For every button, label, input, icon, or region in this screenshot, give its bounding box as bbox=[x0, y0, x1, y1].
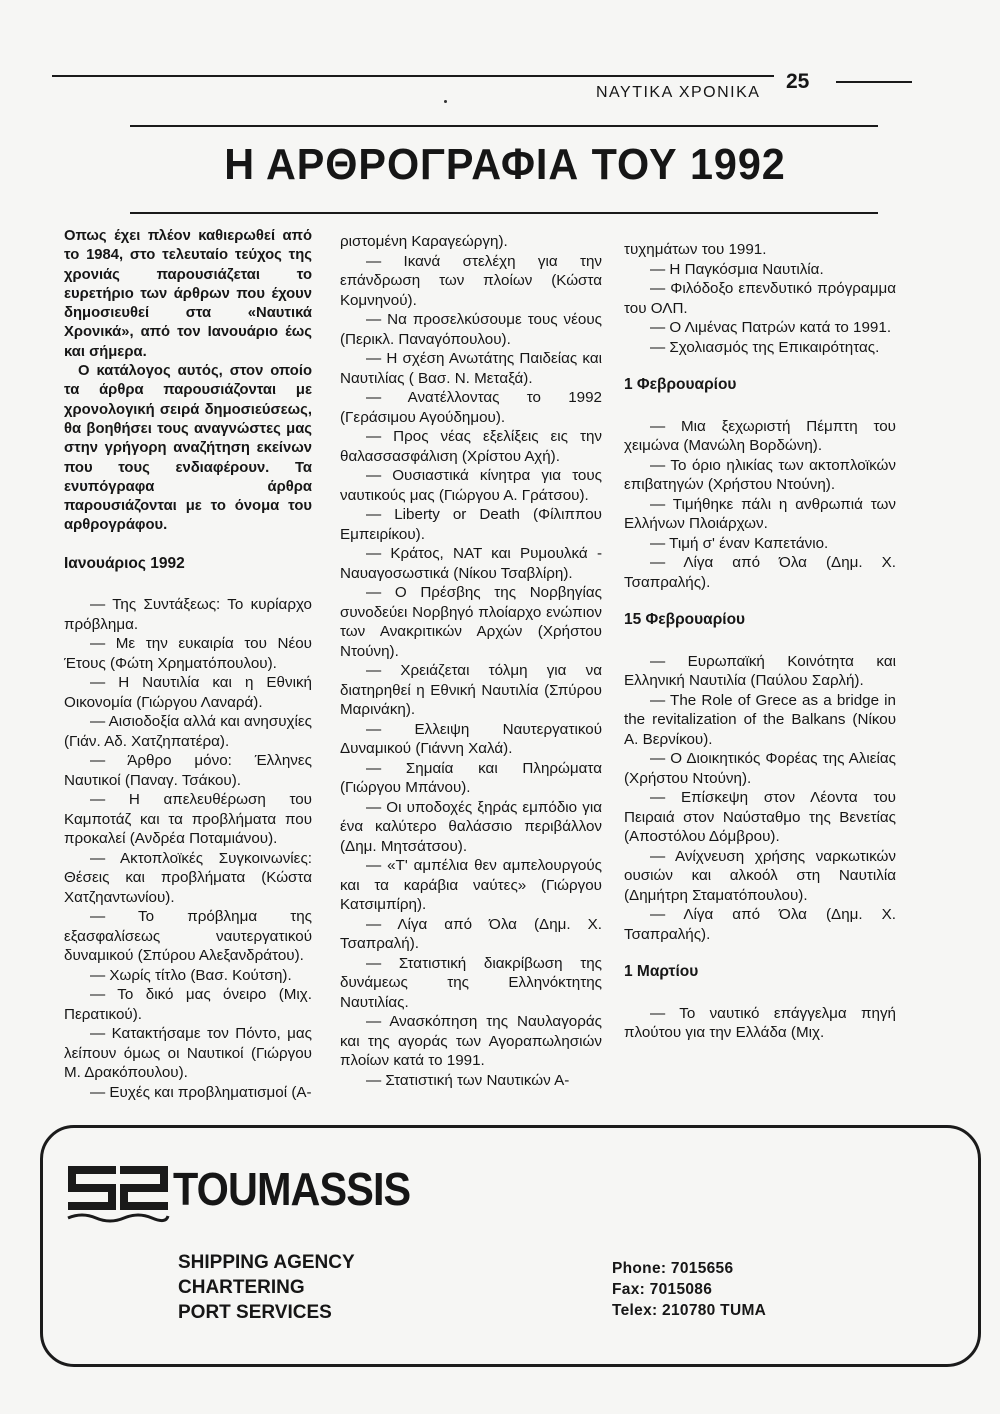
article-entry: — Στατιστική των Ναυτικών Α- bbox=[366, 1071, 570, 1089]
article-entry: — Ακτοπλοϊκές Συγκοινωνίες: Θέσεις και προβλήματα (Κώστα Χατζηαντωνίου). bbox=[64, 849, 312, 906]
article-entry-continued: τυχημάτων του 1991. bbox=[624, 241, 767, 258]
article-entry: — Σημαία και Πληρώματα (Γιώργου Μπάνου). bbox=[340, 759, 602, 796]
article-entry: — Ικανά στελέχη για την επάνδρωση των πλοίων (Κώστα Κομνηνού). bbox=[340, 252, 602, 309]
issue-date-heading: 1 Μαρτίου bbox=[624, 963, 699, 980]
header-rule-right bbox=[836, 81, 912, 83]
article-entry: — Η σχέση Ανωτάτης Παιδείας και Ναυτιλίας ( Βασ. Ν. Μεταξά). bbox=[340, 350, 602, 387]
intro-paragraph: Οπως έχει πλέον καθιερωθεί από το 1984, στο τελευταίο τεύχος της χρονιάς παρουσιάζεται το ευρετήριο των άρθρων που έχουν δημοσιευθεί στα «Ναυτικά Χρονικά», από τον Ιανουάριο έως και σήμερα. bbox=[64, 228, 312, 360]
article-entry: — Λίγα από Όλα (Δημ. Χ. Τσαπραλής). bbox=[624, 554, 896, 591]
article-entry: — Ουσιαστικά κίνητρα για τους ναυτικούς μας (Γιώργου Α. Γράτσου). bbox=[340, 467, 602, 504]
contact-telex: Telex: 210780 TUMA bbox=[612, 1302, 767, 1319]
contact-fax: Fax: 7015086 bbox=[612, 1281, 713, 1298]
article-entry: — Φιλόδοξο επενδυτικό πρόγραμμα του ΟΛΠ. bbox=[624, 280, 896, 317]
article-entry: — Ανίχνευση χρήσης ναρκωτικών ουσιών και αλκοόλ στη Ναυτιλία (Δημήτρη Σταματόπουλου). bbox=[624, 847, 896, 904]
speck bbox=[444, 100, 447, 103]
article-entry: — Προς νέας εξελίξεις εις την θαλασσασφάλιση (Χρίστου Αχή). bbox=[340, 428, 602, 465]
article-entry: — Ευχές και προβληματισμοί (Α- bbox=[90, 1083, 312, 1101]
article-entry: — Της Συντάξεως: Το κυρίαρχο πρόβλημα. bbox=[64, 596, 312, 633]
article-entry: — Ανασκόπηση της Ναυλαγοράς και της αγοράς των Αγοραπωλησιών πλοίων κατά το 1991. bbox=[340, 1013, 602, 1069]
intro-text bbox=[64, 227, 312, 536]
article-entry: — Το πρόβλημα της εξασφαλίσεως ναυτεργατικού δυναμικού (Σπύρου Αλεξανδράτου). bbox=[64, 908, 312, 965]
intro-paragraph: Ο κατάλογος αυτός, στον οποίο τα άρθρα παρουσιάζονται με χρονολογική σειρά δημοσιεύσεως, θα βοηθήσει τους αναγνώστες μας στην γρήγορη αναζήτηση εκείνων που τους ενδιαφέρουν. Τα ενυπόγραφα άρθρα παρουσιάζονται με το όνομα του αρθρογράφου. bbox=[64, 363, 312, 534]
article-entry: — Το ναυτικό επάγγελμα πηγή πλούτου για την Ελλάδα (Μιχ. bbox=[624, 1004, 896, 1041]
article-entry: — Κράτος, ΝΑΤ και Ρυμουλκά - Ναυαγοσωστικά (Νίκου Τσαβλίρη). bbox=[340, 545, 602, 582]
article-entry: — Ελλειψη Ναυτεργατικού Δυναμικού (Γιάννη Χαλά). bbox=[340, 720, 602, 757]
article-entry: — Χωρίς τίτλο (Βασ. Κούτση). bbox=[90, 966, 292, 984]
article-entry-continued: ριστομένη Καραγεώργη). bbox=[340, 233, 508, 250]
article-title: Η ΑΡΘΡΟΓΡΑΦΙΑ ΤΟΥ 1992 bbox=[224, 140, 786, 189]
issue-date-heading: 1 Φεβρουαρίου bbox=[624, 376, 737, 393]
issue-date-heading: Ιανουάριος 1992 bbox=[64, 554, 185, 572]
contact-list bbox=[612, 1258, 766, 1321]
issue-date-heading: 15 Φεβρουαρίου bbox=[624, 611, 746, 628]
article-entry: — Μια ξεχωριστή Πέμπτη του χειμώνα (Μανώλη Βορδώνη). bbox=[624, 417, 896, 454]
article-entry: — The Role of Grece as a bridge in the revitalization of the Balkans (Νίκου Α. Βερνίκου). bbox=[624, 691, 896, 748]
article-entry: — Η απελευθέρωση του Καμποτάζ και τα προβλήματα που προκαλεί (Ανδρέα Ποταμιάνου). bbox=[64, 791, 312, 848]
article-entry: — Ανατέλλοντας το 1992 (Γεράσιμου Αγούδημου). bbox=[340, 389, 602, 426]
article-entry: — Με την ευκαιρία του Νέου Έτους (Φώτη Χρηματόπουλου). bbox=[64, 635, 312, 672]
toumassis-logo-icon bbox=[62, 1160, 170, 1226]
article-entry: — Επίσκεψη στον Λέοντα του Πειραιά στον Ναύσταθμο της Βενετίας (Αποστόλου Δόμβρου). bbox=[624, 789, 896, 845]
article-entry: — Να προσελκύσουμε τους νέους (Περικλ. Παναγόπουλου). bbox=[340, 311, 602, 348]
article-entry: — Λίγα από Όλα (Δημ. Χ. Τσαπραλής). bbox=[624, 906, 896, 943]
article-entry: — Liberty or Death (Φίλιππου Εμπειρίκου). bbox=[340, 506, 602, 543]
service-line: PORT SERVICES bbox=[178, 1302, 332, 1323]
service-line: SHIPPING AGENCY bbox=[178, 1252, 355, 1273]
text-column-1 bbox=[64, 227, 312, 1102]
article-entry: — «Τ' αμπέλια θεν αμπελουργούς και τα καράβια ναύτες» (Γιώργου Κατσιμπίρη). bbox=[340, 857, 602, 913]
article-entry: — Ο Διοικητικός Φορέας της Αλιείας (Χρήστου Ντούνη). bbox=[624, 750, 896, 787]
article-entry: — Ο Πρέσβης της Νορβηγίας συνοδεύει Νορβηγό πλοίαρχο ενώπιον των Ανακριτικών Αρχών (Χρήστου Ντούνη). bbox=[340, 584, 602, 660]
header-rule-left bbox=[52, 75, 774, 77]
article-entry: — Ευρωπαϊκή Κοινότητα και Ελληνική Ναυτιλία (Παύλου Σαρλή). bbox=[624, 652, 896, 689]
article-entry: — Το δικό μας όνειρο (Μιχ. Περατικού). bbox=[64, 986, 312, 1023]
brand-name: TOUMASSIS bbox=[173, 1163, 411, 1215]
services-list bbox=[178, 1250, 355, 1325]
article-entry: — Το όριο ηλικίας των ακτοπλοϊκών επιβατηγών (Χρήστου Ντούνη). bbox=[624, 456, 896, 493]
article-entry: — Ο Λιμένας Πατρών κατά το 1991. bbox=[650, 319, 892, 336]
contact-phone: Phone: 7015656 bbox=[612, 1260, 734, 1277]
article-entry: — Αισιοδοξία αλλά και ανησυχίες (Γιάν. Αδ. Χατζηπατέρα). bbox=[64, 713, 312, 750]
article-entry: — Σχολιασμός της Επικαιρότητας. bbox=[650, 338, 880, 356]
title-rule-top bbox=[130, 125, 878, 127]
title-rule-bottom bbox=[130, 212, 878, 214]
article-entry: — Λίγα από Όλα (Δημ. Χ. Τσαπραλή). bbox=[340, 915, 602, 952]
service-line: CHARTERING bbox=[178, 1277, 305, 1298]
article-entry: — Τιμήθηκε πάλι η ανθρωπιά των Ελλήνων Πλοιάρχων. bbox=[624, 495, 896, 532]
text-column-3 bbox=[624, 240, 896, 1043]
page-number: 25 bbox=[786, 70, 810, 93]
article-entry: — Η Ναυτιλία και η Εθνική Οικονομία (Γιώργου Λαναρά). bbox=[64, 674, 312, 711]
article-entry: — Η Παγκόσμια Ναυτιλία. bbox=[650, 260, 824, 278]
article-entry: — Τιμή σ' έναν Καπετάνιο. bbox=[650, 534, 829, 552]
publication-name: ΝΑΥΤΙΚΑ ΧΡΟΝΙΚΑ bbox=[596, 84, 761, 101]
article-entry: — Χρειάζεται τόλμη για να διατηρηθεί η Εθνική Ναυτιλία (Σπύρου Μαρινάκη). bbox=[340, 662, 602, 718]
article-entry: — Άρθρο μόνο: Έλληνες Ναυτικοί (Παναγ. Τσάκου). bbox=[64, 752, 312, 789]
article-entry: — Στατιστική διακρίβωση της δυνάμεως της Ελληνόκτητης Ναυτιλίας. bbox=[340, 954, 602, 1011]
article-entry: — Οι υποδοχές ξηράς εμπόδιο για ένα καλύτερο θαλάσσιο περιβάλλον (Δημ. Μητσάτσου). bbox=[340, 798, 602, 855]
text-column-2 bbox=[340, 232, 602, 1090]
article-entry: — Κατακτήσαμε τον Πόντο, μας λείπουν όμως οι Ναυτικοί (Γιώργου Μ. Δρακόπουλου). bbox=[64, 1025, 312, 1082]
